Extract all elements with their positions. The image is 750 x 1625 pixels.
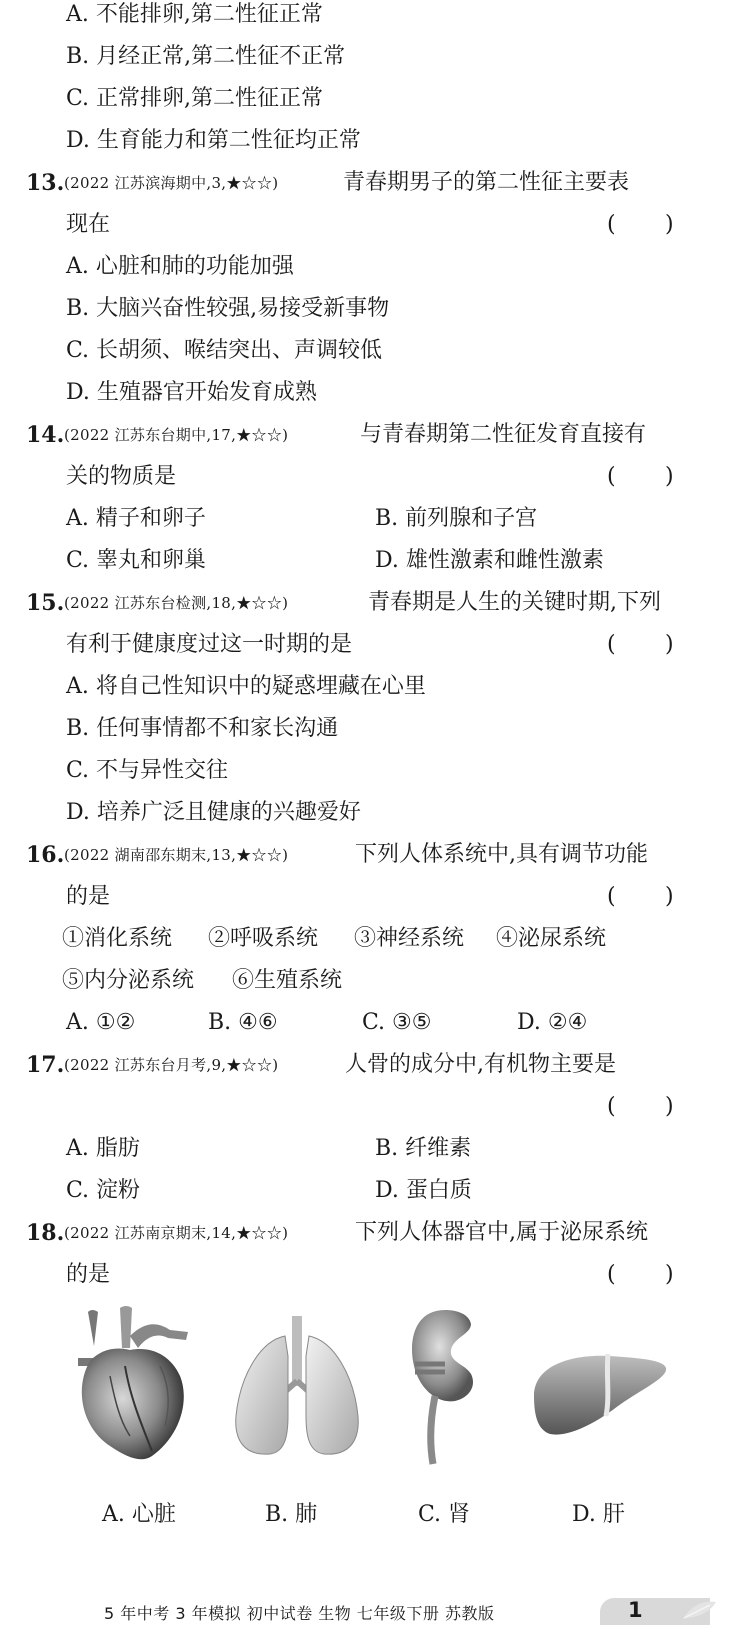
question-number: 13.: [26, 170, 65, 196]
option-a: A. 脂肪: [66, 1136, 140, 1161]
organ-label-kidney: C. 肾: [418, 1502, 471, 1527]
q14-options-row1: [0, 499, 750, 539]
book-title: 5 年中考 3 年模拟 初中试卷 生物 七年级下册 苏教版: [104, 1604, 495, 1623]
question-number: 15.: [26, 590, 65, 616]
q13-stem-line2: 现在 ( ): [66, 212, 674, 237]
q17-options-row1: [0, 1129, 750, 1169]
q16-items-row1: ①消化系统 ②呼吸系统 ③神经系统 ④泌尿系统: [62, 926, 607, 951]
option-d: D. 雄性激素和雌性激素: [375, 548, 604, 573]
option-c: C. ③⑤: [362, 1010, 432, 1035]
kidney-illustration: [405, 1306, 485, 1466]
q16-options: [0, 1003, 750, 1043]
option-b: B. 前列腺和子宫: [375, 506, 538, 531]
organ-label-heart: A. 心脏: [102, 1502, 176, 1527]
q15-option-d: D. 培养广泛且健康的兴趣爱好: [66, 800, 361, 825]
q13-option-c: C. 长胡须、喉结突出、声调较低: [66, 338, 383, 363]
q14-stem-line2: 关的物质是 ( ): [66, 464, 674, 489]
organ-label-lung: B. 肺: [265, 1502, 318, 1527]
q16-stem-line2: 的是 ( ): [66, 884, 674, 909]
option-b: B. 纤维素: [375, 1136, 472, 1161]
leaf-icon: [680, 1596, 720, 1622]
question-number: 14.: [26, 422, 65, 448]
page-number: 1: [628, 1598, 643, 1622]
q18-stem-line2: 的是 ( ): [66, 1262, 674, 1287]
q13-option-a: A. 心脏和肺的功能加强: [66, 254, 294, 279]
q12-option-b: B. 月经正常,第二性征不正常: [66, 44, 346, 69]
q15-stem-line2: 有利于健康度过这一时期的是 ( ): [66, 632, 674, 657]
q17-options-row2: [0, 1171, 750, 1211]
question-stem: 青春期是人生的关键时期,下列: [368, 590, 661, 615]
q12-option-d: D. 生育能力和第二性征均正常: [66, 128, 361, 153]
q17-answer-line: ( ): [607, 1094, 674, 1119]
q12-option-a: A. 不能排卵,第二性征正常: [66, 2, 323, 27]
question-source: (2022 湖南邵东期末,13,★☆☆): [64, 846, 289, 864]
q13-stem-line1: [0, 163, 750, 203]
question-source: (2022 江苏东台检测,18,★☆☆): [64, 594, 289, 612]
question-stem: 人骨的成分中,有机物主要是: [345, 1052, 616, 1077]
q14-options-row2: [0, 541, 750, 581]
question-stem: 下列人体系统中,具有调节功能: [355, 842, 648, 867]
question-stem: 下列人体器官中,属于泌尿系统: [355, 1220, 648, 1245]
liver-illustration: [530, 1346, 670, 1446]
q13-option-b: B. 大脑兴奋性较强,易接受新事物: [66, 296, 390, 321]
option-c: C. 淀粉: [66, 1178, 141, 1203]
question-number: 16.: [26, 842, 65, 868]
q14-stem-line1: [0, 415, 750, 455]
organ-figures: [0, 1346, 750, 1476]
q12-option-c: C. 正常排卵,第二性征正常: [66, 86, 324, 111]
q15-option-c: C. 不与异性交往: [66, 758, 229, 783]
q15-option-b: B. 任何事情都不和家长沟通: [66, 716, 339, 741]
option-a: A. ①②: [66, 1010, 136, 1035]
question-source: (2022 江苏南京期末,14,★☆☆): [64, 1224, 289, 1242]
q18-stem-line1: [0, 1213, 750, 1253]
question-source: (2022 江苏东台月考,9,★☆☆): [64, 1056, 279, 1074]
question-stem: 与青春期第二性征发育直接有: [360, 422, 647, 447]
option-c: C. 睾丸和卵巢: [66, 548, 207, 573]
question-source: (2022 江苏滨海期中,3,★☆☆): [64, 174, 279, 192]
option-d: D. 蛋白质: [375, 1178, 472, 1203]
organ-label-liver: D. 肝: [572, 1502, 625, 1527]
question-number: 17.: [26, 1052, 65, 1078]
lungs-illustration: [230, 1316, 365, 1466]
q16-items-row2: ⑤内分泌系统 ⑥生殖系统: [62, 968, 343, 993]
question-source: (2022 江苏东台期中,17,★☆☆): [64, 426, 289, 444]
question-number: 18.: [26, 1220, 65, 1246]
q16-stem-line1: [0, 835, 750, 875]
q15-stem-line1: [0, 583, 750, 623]
option-b: B. ④⑥: [208, 1010, 278, 1035]
page-footer: [0, 1598, 750, 1625]
option-d: D. ②④: [517, 1010, 588, 1035]
q17-stem-line1: [0, 1045, 750, 1085]
question-stem: 青春期男子的第二性征主要表: [343, 170, 630, 195]
q13-option-d: D. 生殖器官开始发育成熟: [66, 380, 317, 405]
q15-option-a: A. 将自己性知识中的疑惑埋藏在心里: [66, 674, 426, 699]
option-a: A. 精子和卵子: [66, 506, 206, 531]
heart-illustration: [70, 1306, 200, 1466]
